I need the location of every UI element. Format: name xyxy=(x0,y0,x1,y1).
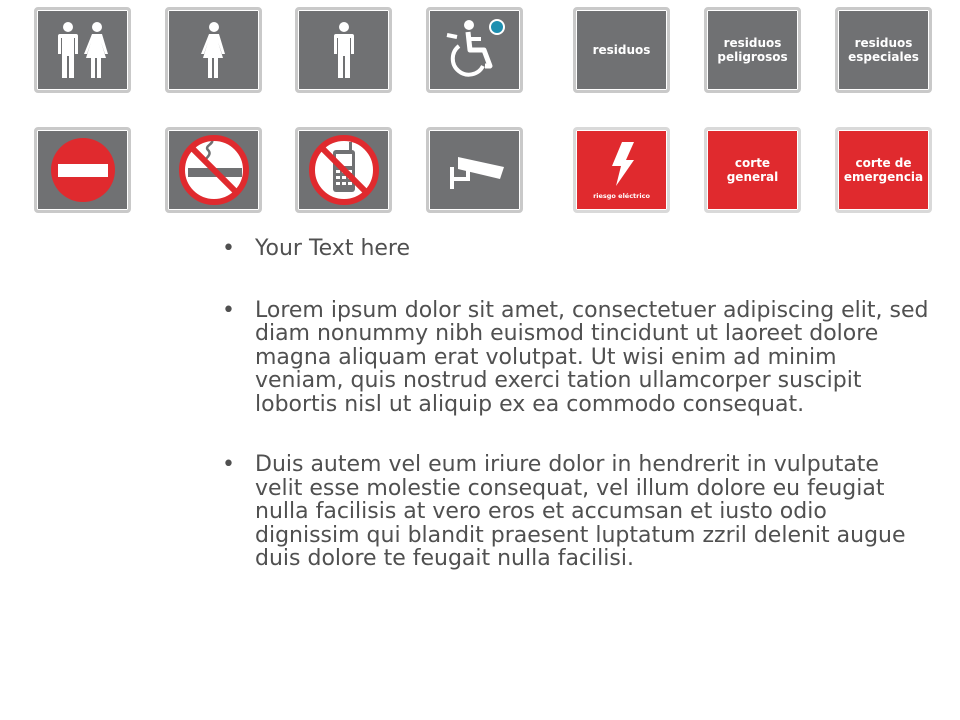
sign-accessible xyxy=(426,7,523,93)
sign-residuos-especiales xyxy=(835,7,932,93)
sign-no-smoking xyxy=(165,127,262,213)
sign-restroom-male xyxy=(295,7,392,93)
lightning-bolt-icon xyxy=(606,140,636,188)
sign-label: corte de emergencia xyxy=(843,156,924,184)
cctv-camera-icon xyxy=(440,145,510,195)
sign-label: residuos peligrosos xyxy=(717,36,788,64)
sign-corte-general xyxy=(704,127,801,213)
sign-content xyxy=(593,140,650,200)
sign-label: corte general xyxy=(726,156,779,184)
bullet-item: • Your Text here xyxy=(222,237,930,261)
female-icon xyxy=(194,18,234,82)
no-smoking-icon xyxy=(176,132,252,208)
sign-label: residuos xyxy=(592,43,651,57)
sign-cctv xyxy=(426,127,523,213)
male-icon xyxy=(324,18,364,82)
sign-label: residuos especiales xyxy=(848,36,919,64)
sign-residuos xyxy=(573,7,670,93)
sign-no-entry xyxy=(34,127,131,213)
wheelchair-icon xyxy=(435,15,515,85)
no-phone-icon xyxy=(306,132,382,208)
bullet-item: • Lorem ipsum dolor sit amet, consectetuer adipiscing elit, sed diam nonummy nibh euismod tincidunt ut laoreet dolore magna aliquam erat volutpat. Ut wisi enim ad minim veniam, quis nostrud exerci tation ullamcorper suscipit lobortis nisl ut aliquip ex ea commodo consequat. xyxy=(222,299,930,417)
sign-restroom-female xyxy=(165,7,262,93)
male-female-icon xyxy=(48,18,118,82)
bullet-item: • Duis autem vel eum iriure dolor in hendrerit in vulputate velit esse molestie consequat, vel illum dolore eu feugiat nulla facilisis at vero eros et accumsan et iusto odio dignissim qui blandit praesent luptatum zzril delenit augue duis dolore te feugait nulla facilisi. xyxy=(222,453,930,571)
no-entry-icon xyxy=(48,135,118,205)
sign-restroom-unisex xyxy=(34,7,131,93)
sign-no-phone xyxy=(295,127,392,213)
sign-label: riesgo eléctrico xyxy=(593,192,650,200)
sign-corte-de-emergencia xyxy=(835,127,932,213)
sign-riesgo-electrico xyxy=(573,127,670,213)
bullet-list xyxy=(222,237,930,571)
sign-residuos-peligrosos xyxy=(704,7,801,93)
